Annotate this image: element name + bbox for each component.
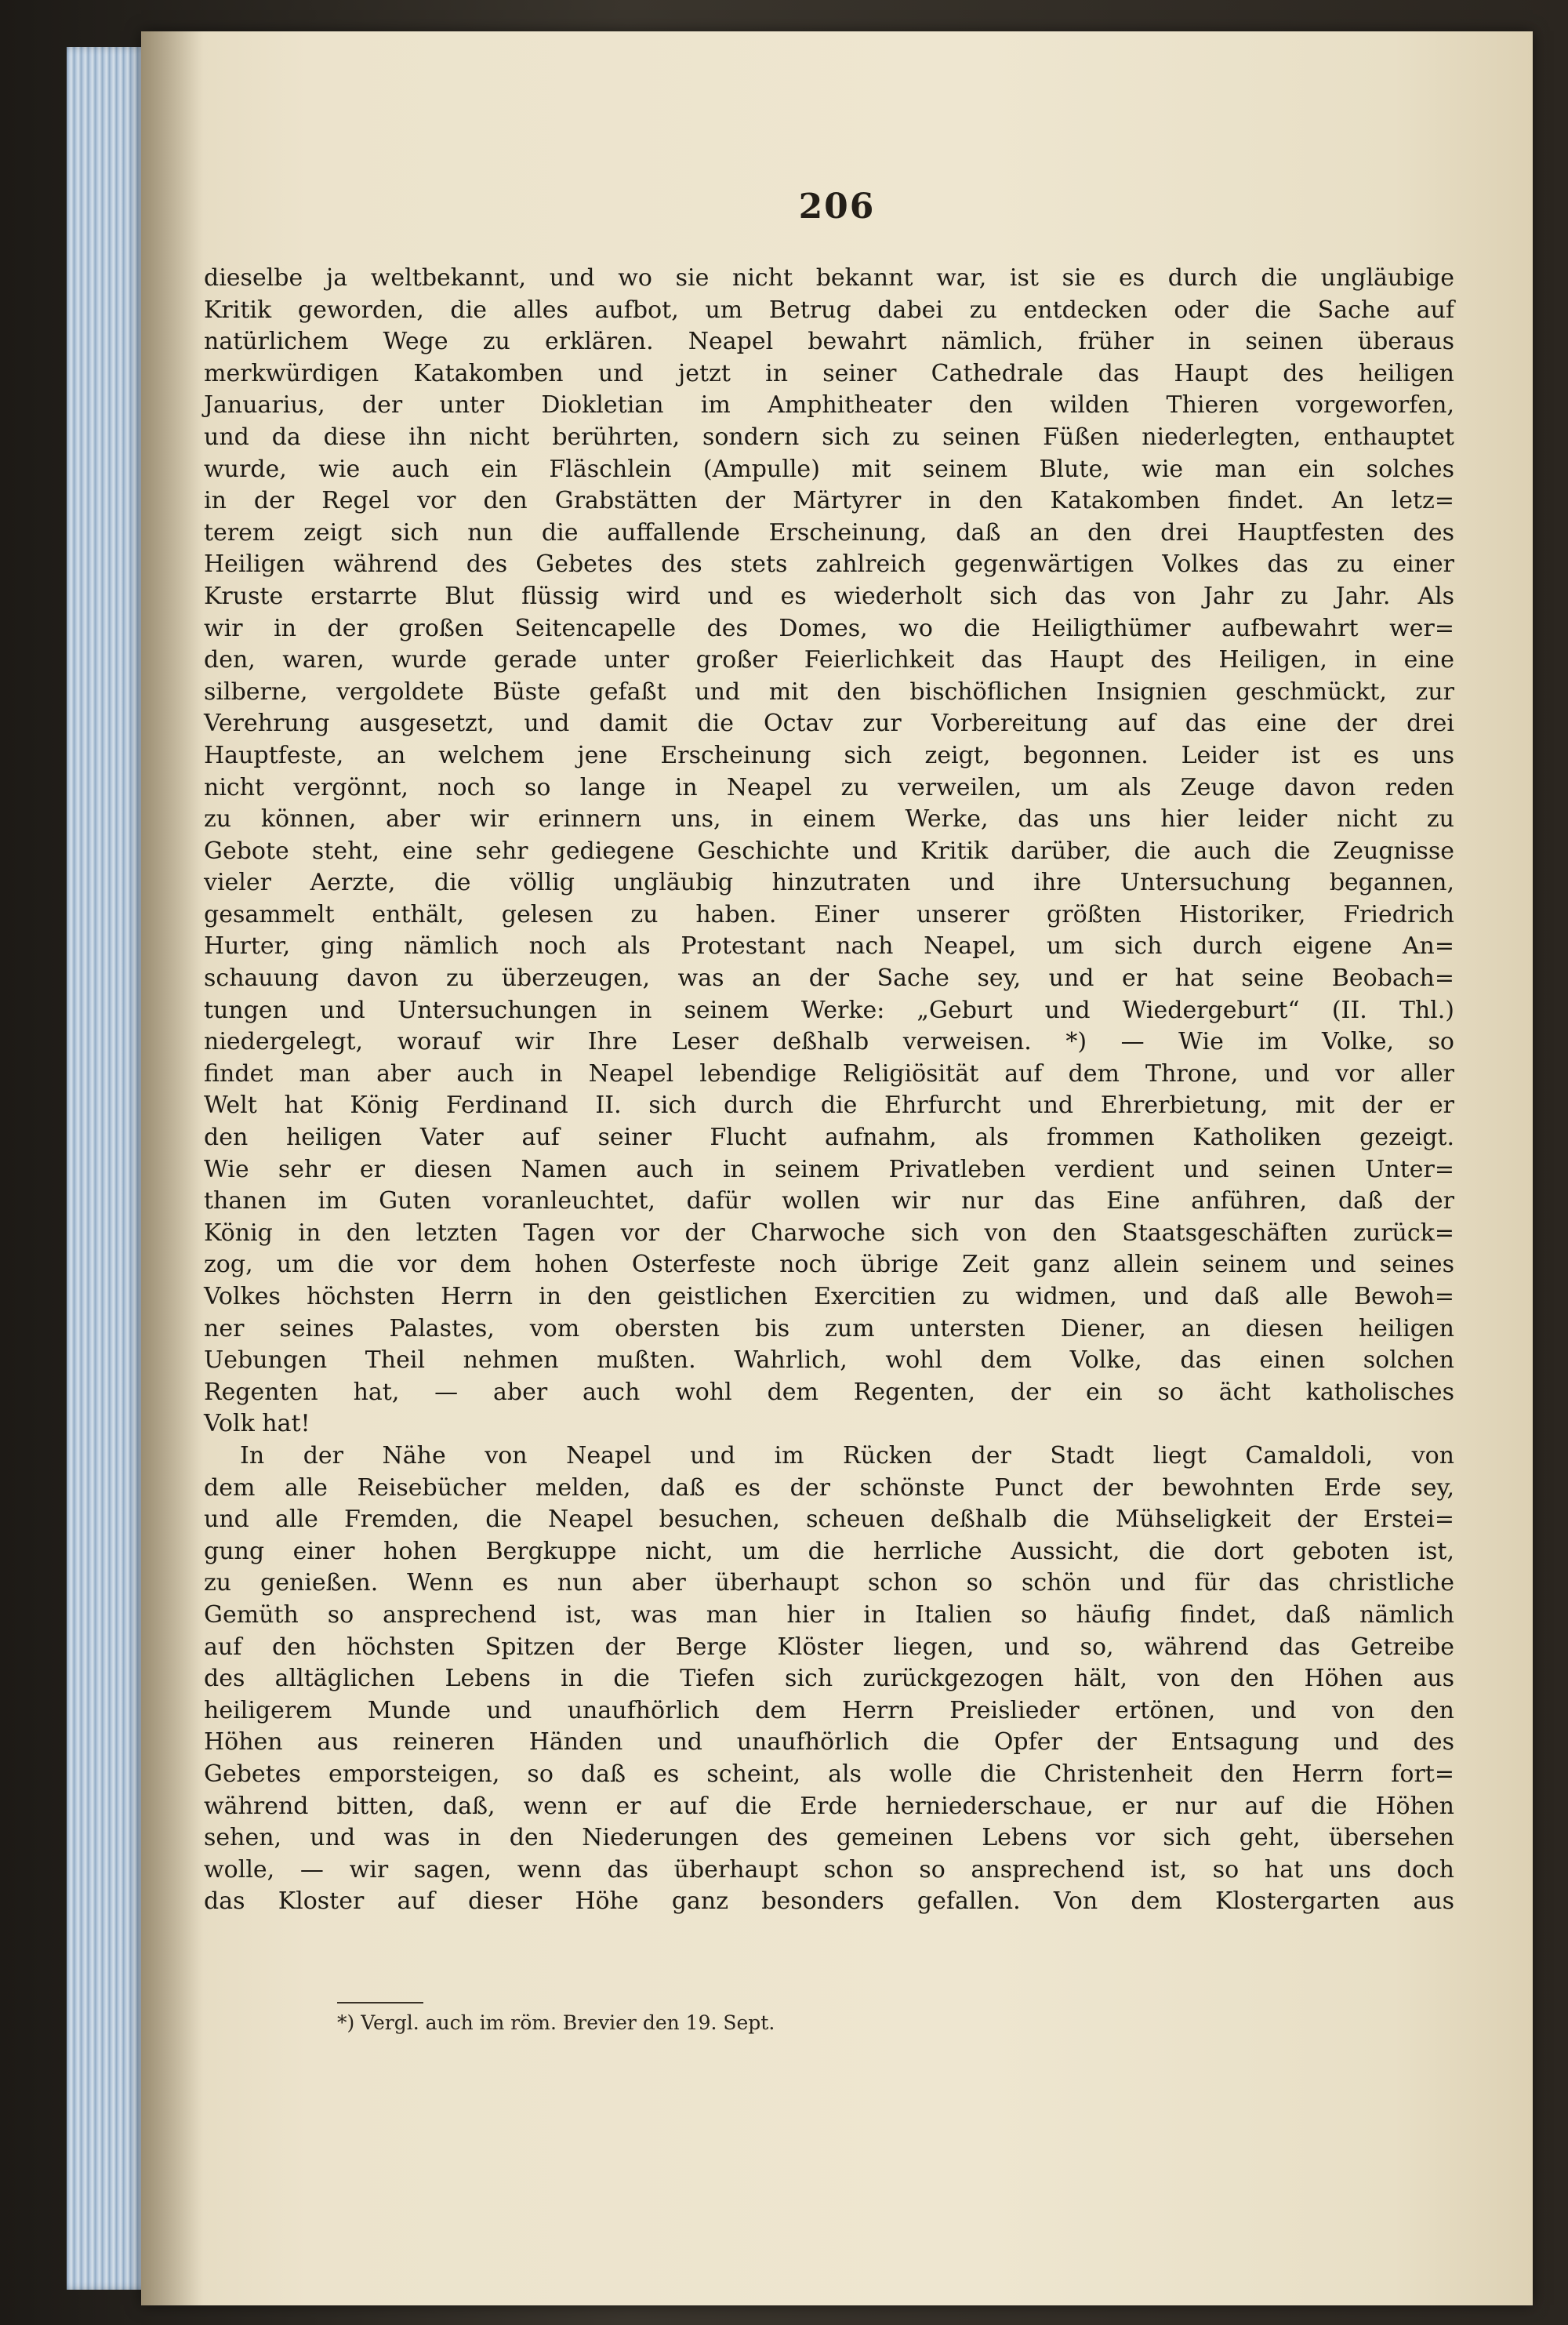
text-line: vieler Aerzte, die völlig ungläubig hinzutraten und ihre Untersuchung begannen, <box>204 869 1454 897</box>
text-line: sehen, und was in den Niederungen des gemeinen Lebens vor sich geht, übersehen <box>204 1824 1454 1852</box>
text-line: heiligerem Munde und unaufhörlich dem Herrn Preislieder ertönen, und von den <box>204 1696 1454 1724</box>
text-line: Gemüth so ansprechend ist, was man hier in Italien so häufig findet, daß nämlich <box>204 1600 1454 1629</box>
text-line: wurde, wie auch ein Fläschlein (Ampulle) mit seinem Blute, wie man ein solches <box>204 455 1454 483</box>
text-line: zog, um die vor dem hohen Osterfeste noch übrige Zeit ganz allein seinem und seines <box>204 1251 1454 1279</box>
text-line <box>204 1918 1454 1950</box>
text-line: gesammelt enthält, gelesen zu haben. Einer unserer größten Historiker, Friedrich <box>204 900 1454 928</box>
text-line: Welt hat König Ferdinand II. sich durch die Ehrfurcht und Ehrerbietung, mit der er <box>204 1092 1454 1120</box>
text-line: Volkes höchsten Herrn in den geistlichen Exercitien zu widmen, und daß alle Bewoh= <box>204 1283 1454 1310</box>
book-page-edges <box>67 47 149 2290</box>
text-line: natürlichem Wege zu erklären. Neapel bewahrt nämlich, früher in seinen überaus <box>204 328 1454 356</box>
paragraph-end-line: Volk hat! <box>204 1410 310 1438</box>
text-line: während bitten, daß, wenn er auf die Erde herniederschaue, er nur auf die Höhen <box>204 1792 1454 1820</box>
text-line: zu genießen. Wenn es nun aber überhaupt schon so schön und für das christliche <box>204 1569 1454 1597</box>
text-line: den, waren, wurde gerade unter großer Feierlichkeit das Haupt des Heiligen, in eine <box>204 646 1454 674</box>
paragraph-start-line: In der Nähe von Neapel und im Rücken der Stadt liegt Camaldoli, von <box>240 1441 1454 1469</box>
text-line: gung einer hohen Bergkuppe nicht, um die herrliche Aussicht, die dort geboten ist, <box>204 1537 1454 1565</box>
text-line: nicht vergönnt, noch so lange in Neapel zu verweilen, um als Zeuge davon reden <box>204 773 1454 801</box>
text-line: des alltäglichen Lebens in die Tiefen sich zurückgezogen hält, von den Höhen aus <box>204 1665 1454 1693</box>
text-line: auf den höchsten Spitzen der Berge Klöster liegen, und so, während das Getreibe <box>204 1633 1454 1661</box>
text-line: silberne, vergoldete Büste gefaßt und mit den bischöflichen Insignien geschmückt, zur <box>204 678 1454 706</box>
text-line: Gebetes emporsteigen, so daß es scheint, als wolle die Christenheit den Herrn fort= <box>204 1760 1454 1788</box>
text-line: dem alle Reisebücher melden, daß es der schönste Punct der bewohnten Erde sey, <box>204 1473 1454 1502</box>
footnote-rule <box>337 2002 423 2003</box>
text-line: ner seines Palastes, vom obersten bis zum untersten Diener, an diesen heiligen <box>204 1314 1454 1342</box>
text-line: König in den letzten Tagen vor der Charwoche sich von den Staatsgeschäften zurück= <box>204 1219 1454 1247</box>
gutter-shadow <box>141 31 204 2305</box>
text-line: Höhen aus reineren Händen und unaufhörlich die Opfer der Entsagung und des <box>204 1728 1454 1756</box>
text-line: schauung davon zu überzeugen, was an der Sache sey, und er hat seine Beobach= <box>204 965 1454 993</box>
text-line: wolle, — wir sagen, wenn das überhaupt schon so ansprechend ist, so hat uns doch <box>204 1855 1454 1884</box>
body-text <box>204 263 1454 1949</box>
text-line: Verehrung ausgesetzt, und damit die Octav zur Vorbereitung auf das eine der drei <box>204 710 1454 738</box>
text-line: merkwürdigen Katakomben und jetzt in seiner Cathedrale das Haupt des heiligen <box>204 359 1454 387</box>
text-line: und alle Fremden, die Neapel besuchen, scheuen deßhalb die Mühseligkeit der Erstei= <box>204 1506 1454 1534</box>
text-line: terem zeigt sich nun die auffallende Erscheinung, daß an den drei Hauptfesten des <box>204 518 1454 547</box>
text-line: dieselbe ja weltbekannt, und wo sie nicht bekannt war, ist sie es durch die ungläubige <box>204 264 1454 292</box>
text-line: Heiligen während des Gebetes des stets zahlreich gegenwärtigen Volkes das zu einer <box>204 550 1454 579</box>
text-line: Hurter, ging nämlich noch als Protestant nach Neapel, um sich durch eigene An= <box>204 932 1454 961</box>
text-line: in der Regel vor den Grabstätten der Märtyrer in den Katakomben findet. An letz= <box>204 487 1454 515</box>
text-line: Regenten hat, — aber auch wohl dem Regenten, der ein so ächt katholisches <box>204 1378 1454 1406</box>
page-number: 206 <box>798 187 876 227</box>
text-line: Uebungen Theil nehmen mußten. Wahrlich, wohl dem Volke, das einen solchen <box>204 1346 1454 1375</box>
text-line: Kruste erstarrte Blut flüssig wird und es wiederholt sich das von Jahr zu Jahr. Als <box>204 582 1454 610</box>
text-line: Hauptfeste, an welchem jene Erscheinung sich zeigt, begonnen. Leider ist es uns <box>204 741 1454 769</box>
text-line: wir in der großen Seitencapelle des Domes, wo die Heiligthümer aufbewahrt wer= <box>204 614 1454 642</box>
text-line: thanen im Guten voranleuchtet, dafür wollen wir nur das Eine anführen, daß der <box>204 1187 1454 1215</box>
text-line: den heiligen Vater auf seiner Flucht aufnahm, als frommen Katholiken gezeigt. <box>204 1124 1454 1152</box>
text-line: tungen und Untersuchungen in seinem Werke: „Geburt und Wiedergeburt“ (II. Thl.) <box>204 996 1454 1024</box>
text-line: Wie sehr er diesen Namen auch in seinem Privatleben verdient und seinen Unter= <box>204 1155 1454 1183</box>
text-line: Gebote steht, eine sehr gediegene Geschichte und Kritik darüber, die auch die Zeugnisse <box>204 837 1454 865</box>
text-line: findet man aber auch in Neapel lebendige Religiösität auf dem Throne, und vor aller <box>204 1059 1454 1088</box>
text-line: zu können, aber wir erinnern uns, in einem Werke, das uns hier leider nicht zu <box>204 805 1454 834</box>
text-line: Januarius, der unter Diokletian im Amphitheater den wilden Thieren vorgeworfen, <box>204 391 1454 420</box>
footnote: *) Vergl. auch im röm. Brevier den 19. Sept. <box>337 2011 775 2034</box>
text-line: niedergelegt, worauf wir Ihre Leser deßhalb verweisen. *) — Wie im Volke, so <box>204 1028 1454 1056</box>
text-line: Kritik geworden, die alles aufbot, um Betrug dabei zu entdecken oder die Sache auf <box>204 296 1454 324</box>
text-line: das Kloster auf dieser Höhe ganz besonders gefallen. Von dem Klostergarten aus <box>204 1887 1454 1916</box>
text-line: und da diese ihn nicht berührten, sondern sich zu seinen Füßen niederlegten, enthauptet <box>204 423 1454 451</box>
